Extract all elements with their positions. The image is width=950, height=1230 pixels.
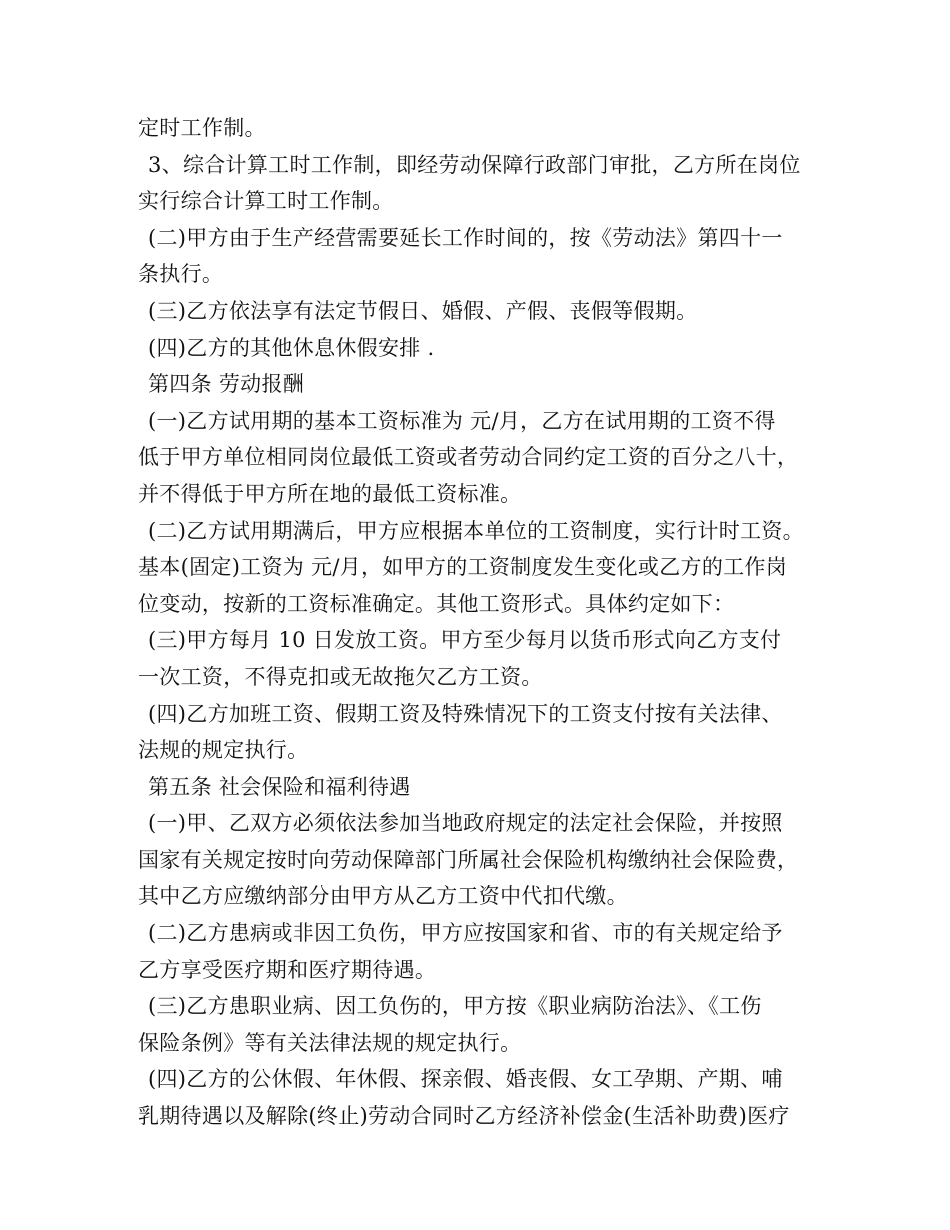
text-line: 位变动，按新的工资标准确定。其他工资形式。具体约定如下：: [138, 591, 735, 616]
text-line: 并不得低于甲方所在地的最低工资标准。: [138, 481, 522, 506]
text-line: (一)甲、乙双方必须依法参加当地政府规定的法定社会保险，并按照: [148, 811, 783, 836]
text-line: 低于甲方单位相同岗位最低工资或者劳动合同约定工资的百分之八十，: [138, 445, 799, 470]
text-line: 其中乙方应缴纳部分由甲方从乙方工资中代扣代缴。: [138, 884, 628, 909]
text-line: 国家有关规定按时向劳动保障部门所属社会保险机构缴纳社会保险费，: [138, 847, 799, 872]
text-line: (四)乙方加班工资、假期工资及特殊情况下的工资支付按有关法律、: [148, 701, 783, 726]
text-line: 一次工资，不得克扣或无故拖欠乙方工资。: [138, 664, 543, 689]
text-line: 实行综合计算工时工作制。: [138, 189, 394, 214]
text-line: 乙方享受医疗期和医疗期待遇。: [138, 957, 437, 982]
text-line: (三)乙方依法享有法定节假日、婚假、产假、丧假等假期。: [148, 298, 698, 323]
text-line: (一)乙方试用期的基本工资标准为 元/月，乙方在试用期的工资不得: [148, 408, 776, 433]
text-line: (三)甲方每月 10 日发放工资。甲方至少每月以货币形式向乙方支付: [148, 628, 782, 653]
text-line: 法规的规定执行。: [138, 738, 309, 763]
text-line: (二)乙方患病或非因工负伤，甲方应按国家和省、市的有关规定给予: [148, 921, 783, 946]
document-body: [138, 110, 818, 1135]
text-line: (二)甲方由于生产经营需要延长工作时间的，按《劳动法》第四十一: [148, 225, 783, 250]
text-line: 基本(固定)工资为 元/月，如甲方的工资制度发生变化或乙方的工作岗: [138, 555, 788, 580]
text-line: (四)乙方的公休假、年休假、探亲假、婚丧假、女工孕期、产期、哺: [148, 1067, 783, 1092]
text-line: 条执行。: [138, 262, 224, 287]
text-line: (三)乙方患职业病、因工负伤的，甲方按《职业病防治法》、《工伤: [148, 994, 762, 1019]
text-line: 保险条例》等有关法律法规的规定执行。: [138, 1030, 522, 1055]
text-line: (二)乙方试用期满后，甲方应根据本单位的工资制度，实行计时工资。: [148, 518, 804, 543]
section-heading: 第五条 社会保险和福利待遇: [148, 774, 411, 799]
section-heading: 第四条 劳动报酬: [148, 372, 305, 397]
text-line: (四)乙方的其他休息休假安排 .: [148, 335, 435, 360]
text-line: 乳期待遇以及解除(终止)劳动合同时乙方经济补偿金(生活补助费)医疗: [138, 1104, 790, 1129]
text-line: 3、综合计算工时工作制，即经劳动保障行政部门审批，乙方所在岗位: [148, 152, 801, 177]
text-line: 定时工作制。: [138, 116, 266, 140]
